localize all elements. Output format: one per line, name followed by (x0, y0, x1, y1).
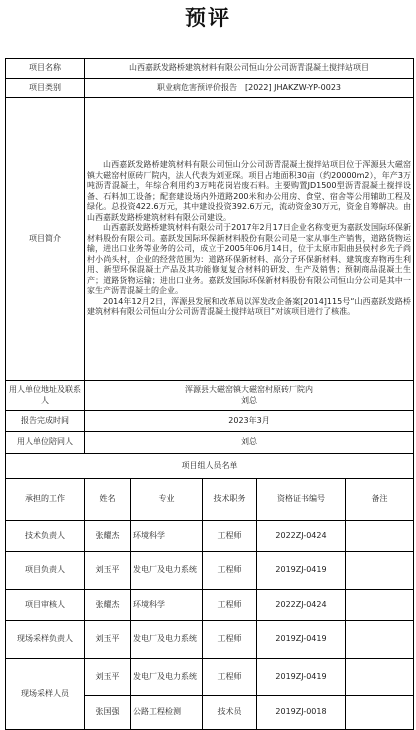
cell-major: 发电厂及电力系统 (131, 659, 203, 696)
cell-cert: 2019ZJ-0419 (257, 621, 346, 659)
unit-contact: 刘总 (241, 395, 257, 405)
cell-title: 工程师 (203, 552, 257, 590)
cell-name: 张国强 (85, 696, 131, 730)
cell-cert: 2019ZJ-0419 (257, 552, 346, 590)
cell-note (346, 521, 414, 552)
intro-paragraph: 山西嘉跃发路桥建筑材料有限公司于2017年2月17日企业名称变更为嘉跃发国际环保新材料股份有限公司。嘉跃发国际环保新材料股份有限公司是一家从事生产销售，道路货物运输，进出口业务等业务的公司，成立于2005年06月14日，位于太原市阳曲县侯村乡先子尚村小尚头村，企业的经营范围为：道路环保新材料、高分子环保新材料、建筑废弃物再生利用、新型环保混凝土产品及其功能修复复合材料的研发、生产及销售；预制商品混凝土生产；道路货物运输；进出口业务。嘉跃发国际环保新材料股份有限公司恒山分公司是其中一家生产沥青混凝土的企业。 (87, 223, 411, 296)
table-row (6, 621, 414, 659)
cell-title: 工程师 (203, 659, 257, 696)
unit-label: 用人单位地址及联系人 (6, 381, 85, 411)
members-section-title: 项目组人员名单 (6, 454, 414, 479)
cell-note (346, 659, 414, 696)
cell-major: 发电厂及电力系统 (131, 621, 203, 659)
escort-value: 刘总 (85, 432, 414, 454)
cell-note (346, 552, 414, 590)
cell-major: 公路工程检测 (131, 696, 203, 730)
date-value: 2023年3月 (85, 411, 414, 432)
cell-title: 工程师 (203, 590, 257, 621)
cell-role: 技术负责人 (6, 521, 85, 552)
cell-role: 项目负责人 (6, 552, 85, 590)
cell-major: 环境科学 (131, 590, 203, 621)
cell-title: 技术员 (203, 696, 257, 730)
header-role: 承担的工作 (6, 479, 85, 521)
project-name-value: 山西嘉跃发路桥建筑材料有限公司恒山分公司沥青混凝土搅拌站项目 (85, 59, 414, 79)
cell-note (346, 621, 414, 659)
cell-cert: 2022ZJ-0424 (257, 590, 346, 621)
header-major: 专业 (131, 479, 203, 521)
cell-title: 工程师 (203, 521, 257, 552)
cell-name: 刘玉平 (85, 621, 131, 659)
cell-title: 工程师 (203, 621, 257, 659)
header-cert: 资格证书编号 (257, 479, 346, 521)
cell-cert: 2022ZJ-0424 (257, 521, 346, 552)
category-value: 职业病危害预评价报告 [2022] JHAKZW-YP-0023 (85, 79, 414, 98)
table-row (6, 590, 414, 621)
intro-paragraph: 2014年12月2日，浑源县发展和改革局以浑发改企备案[2014]115号“山西嘉跃发路桥建筑材料有限公司恒山分公司沥青混凝土搅拌站项目”对该项目进行了核准。 (87, 296, 411, 317)
cell-name: 张耀杰 (85, 521, 131, 552)
cell-role: 现场采样负责人 (6, 621, 85, 659)
cell-role: 现场采样人员 (6, 659, 85, 730)
header-name: 姓名 (85, 479, 131, 521)
unit-value (85, 381, 414, 411)
header-note: 备注 (346, 479, 414, 521)
page-title: 预评 (185, 5, 231, 30)
cell-cert: 2019ZJ-0419 (257, 659, 346, 696)
cell-major: 环境科学 (131, 521, 203, 552)
unit-address: 浑源县大磁窑镇大磁窑村原砖厂院内 (185, 385, 313, 394)
intro-paragraph: 山西嘉跃发路桥建筑材料有限公司恒山分公司沥青混凝土搅拌站项目位于浑源县大磁窑镇大磁窑村原砖厂院内，法人代表为刘亚琛。项目占地面积30亩（约20000m2），年产3万吨沥青混凝土，年综合利用约3万吨花岗岩废石料。主要购置JD1500型沥青混凝土搅拌设备、石料加工设备；配套建设场内外道路200米和办公用房、食堂、宿舍等公用辅助工程及绿化。总投资422.6万元，其中建设投资392.6万元，流动资金30万元，资金自筹解决。由山西嘉跃发路桥建筑材料有限公司建设。 (87, 160, 411, 222)
cell-name: 刘玉平 (85, 659, 131, 696)
table-row (6, 521, 414, 552)
project-name-label: 项目名称 (6, 59, 85, 79)
intro-label: 项目简介 (6, 98, 85, 381)
cell-note (346, 590, 414, 621)
table-row (6, 659, 414, 696)
header-title: 技术职务 (203, 479, 257, 521)
cell-name: 刘玉平 (85, 552, 131, 590)
cell-name: 张耀杰 (85, 590, 131, 621)
table-row (6, 552, 414, 590)
intro-text (85, 98, 414, 381)
escort-label: 用人单位陪同人 (6, 432, 85, 454)
cell-role: 项目审核人 (6, 590, 85, 621)
cell-cert: 2019ZJ-0018 (257, 696, 346, 730)
category-label: 项目类别 (6, 79, 85, 98)
cell-note (346, 696, 414, 730)
report-table (5, 58, 414, 730)
date-label: 报告完成时间 (6, 411, 85, 432)
cell-major: 发电厂及电力系统 (131, 552, 203, 590)
